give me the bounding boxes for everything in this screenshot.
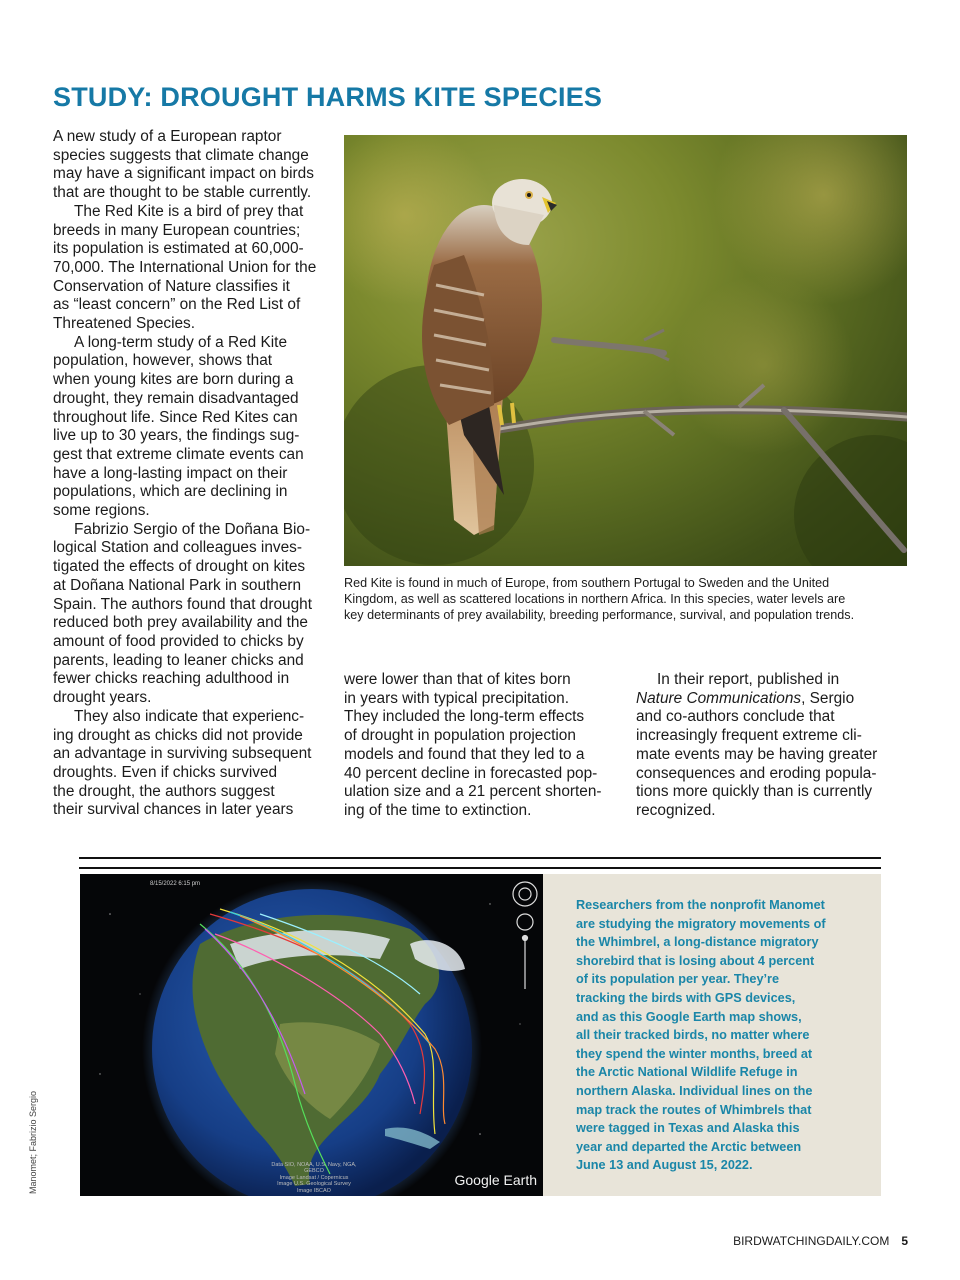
page-footer xyxy=(733,1234,908,1248)
text-line: They included the long-term effects xyxy=(344,708,585,726)
text-line: and co-authors conclude that xyxy=(636,708,835,726)
site-url: BIRDWATCHINGDAILY.COM xyxy=(733,1234,890,1248)
map-navigation-controls xyxy=(513,882,537,989)
sidebar-line: of its population per year. They’re xyxy=(576,972,780,987)
text-fragment: , Sergio xyxy=(801,689,855,707)
text-line: ing drought as chicks did not provide xyxy=(53,726,303,744)
text-line: ulation size and a 21 percent shorten- xyxy=(344,783,602,801)
text-line: at Doñana National Park in southern xyxy=(53,576,302,594)
red-kite-illustration xyxy=(344,135,907,566)
article-column-1 xyxy=(53,128,326,820)
caption-line: key determinants of prey availability, breeding performance, survival, and population trends. xyxy=(344,608,855,622)
paragraph-report xyxy=(636,671,898,821)
paragraph-long-term-study xyxy=(53,334,326,521)
credit-line: Image Landsat / Copernicus xyxy=(279,1174,349,1181)
credit-line: Data SIO, NOAA, U.S. Navy, NGA, GEBCO xyxy=(271,1161,357,1174)
text-line: A new study of a European raptor xyxy=(53,128,282,145)
text-line: species suggests that climate change xyxy=(53,146,309,164)
text-line: Threatened Species. xyxy=(53,315,196,333)
text-line: some regions. xyxy=(53,502,150,520)
text-line: They also indicate that experienc- xyxy=(74,707,305,725)
text-line: increasingly frequent extreme cli- xyxy=(636,727,862,745)
text-line: 70,000. The International Union for the xyxy=(53,258,317,276)
text-line: drought, they remain disadvantaged xyxy=(53,389,299,407)
sidebar-line: are studying the migratory movements of xyxy=(576,916,826,931)
divider-rule-top xyxy=(79,857,881,859)
paragraph-red-kite xyxy=(53,203,326,334)
article-headline: STUDY: DROUGHT HARMS KITE SPECIES xyxy=(53,82,603,112)
paragraph-intro xyxy=(53,128,326,203)
paragraph-fabrizio-sergio xyxy=(53,521,326,708)
sidebar-line: the Whimbrel, a long-distance migratory xyxy=(576,935,819,950)
sidebar-line: were tagged in Texas and Alaska this xyxy=(576,1121,800,1136)
text-line: in years with typical precipitation. xyxy=(344,689,569,707)
credit-line: Image IBCAO xyxy=(297,1187,331,1194)
journal-name: Nature Communications xyxy=(636,689,802,707)
text-line: when young kites are born during a xyxy=(53,371,294,389)
caption-line: Kingdom, as well as scattered locations in northern Africa. In this species, water levels are xyxy=(344,592,846,606)
text-line: reduced both prey availability and the xyxy=(53,614,308,632)
photo-credit: Manomet; Fabrizio Sergio xyxy=(28,1090,38,1194)
text-line: throughout life. Since Red Kites can xyxy=(53,408,298,426)
text-line: The Red Kite is a bird of prey that xyxy=(74,202,304,220)
photo-caption xyxy=(344,575,907,623)
text-line: of drought in population projection xyxy=(344,727,576,745)
text-line: drought years. xyxy=(53,689,152,707)
text-line: live up to 30 years, the findings sug- xyxy=(53,427,300,445)
sidebar-line: and as this Google Earth map shows, xyxy=(576,1009,802,1024)
google-earth-map xyxy=(80,874,543,1196)
article-column-2 xyxy=(344,671,604,821)
google-earth-logo: Google Earth xyxy=(454,1172,537,1188)
text-line: parents, leading to leaner chicks and xyxy=(53,651,304,669)
sidebar-line: tracking the birds with GPS devices, xyxy=(576,990,796,1005)
text-line: Spain. The authors found that drought xyxy=(53,595,312,613)
text-line: droughts. Even if chicks survived xyxy=(53,763,278,781)
text-line: amount of food provided to chicks by xyxy=(53,632,304,650)
text-line: an advantage in surviving subsequent xyxy=(53,745,312,763)
red-kite-photo xyxy=(344,135,907,566)
text-line: their survival chances in later years xyxy=(53,801,294,819)
text-line: fewer chicks reaching adulthood in xyxy=(53,670,290,688)
credit-line: Image U.S. Geological Survey xyxy=(277,1181,351,1187)
sidebar-line: year and departed the Arctic between xyxy=(576,1139,802,1154)
text-line: A long-term study of a Red Kite xyxy=(74,333,288,351)
sidebar-line: they spend the winter months, breed at xyxy=(576,1046,813,1061)
text-line: recognized. xyxy=(636,801,716,819)
sidebar-line: map track the routes of Whimbrels that xyxy=(576,1102,812,1117)
sidebar-line: June 13 and August 15, 2022. xyxy=(576,1158,753,1173)
text-line: ing of the time to extinction. xyxy=(344,801,532,819)
text-line: that are thought to be stable currently. xyxy=(53,184,312,202)
sidebar-line: the Arctic National Wildlife Refuge in xyxy=(576,1065,798,1080)
text-line xyxy=(636,690,898,709)
map-data-credit xyxy=(262,1162,366,1195)
text-line: population, however, shows that xyxy=(53,352,273,370)
text-line: logical Station and colleagues inves- xyxy=(53,539,302,557)
text-line: gest that extreme climate events can xyxy=(53,445,304,463)
sidebar-line: shorebird that is losing about 4 percent xyxy=(576,953,815,968)
text-line: as “least concern” on the Red List of xyxy=(53,296,301,314)
sidebar-line: Researchers from the nonprofit Manomet xyxy=(576,898,825,912)
page-number: 5 xyxy=(901,1234,908,1248)
text-line: populations, which are declining in xyxy=(53,483,288,501)
text-line: Fabrizio Sergio of the Doñana Bio- xyxy=(74,520,311,538)
text-line: consequences and eroding popula- xyxy=(636,764,877,782)
paragraph-continued xyxy=(344,671,604,821)
text-line: tions more quickly than is currently xyxy=(636,783,873,801)
text-line: were lower than that of kites born xyxy=(344,671,571,688)
divider-rule-bottom xyxy=(79,867,881,869)
text-line: tigated the effects of drought on kites xyxy=(53,558,306,576)
sidebar-text xyxy=(576,896,866,1175)
text-line: In their report, published in xyxy=(657,671,840,688)
map-timestamp: 8/15/2022 6:15 pm xyxy=(150,881,201,887)
text-line: breeds in many European countries; xyxy=(53,221,301,239)
globe-illustration xyxy=(80,874,543,1196)
text-line: Conservation of Nature classifies it xyxy=(53,277,290,295)
text-line: have a long-lasting impact on their xyxy=(53,464,288,482)
caption-line: Red Kite is found in much of Europe, from southern Portugal to Sweden and the United xyxy=(344,576,830,590)
text-line: the drought, the authors suggest xyxy=(53,782,275,800)
text-line: models and found that they led to a xyxy=(344,745,585,763)
text-line: 40 percent decline in forecasted pop- xyxy=(344,764,598,782)
paragraph-experiencing-drought xyxy=(53,708,326,820)
sidebar-line: all their tracked birds, no matter where xyxy=(576,1028,810,1043)
article-column-3 xyxy=(636,671,898,821)
text-line: may have a significant impact on birds xyxy=(53,165,314,183)
whimbrel-sidebar xyxy=(543,874,881,1196)
sidebar-line: northern Alaska. Individual lines on the xyxy=(576,1083,813,1098)
text-line: its population is estimated at 60,000- xyxy=(53,240,304,258)
text-line: mate events may be having greater xyxy=(636,745,878,763)
